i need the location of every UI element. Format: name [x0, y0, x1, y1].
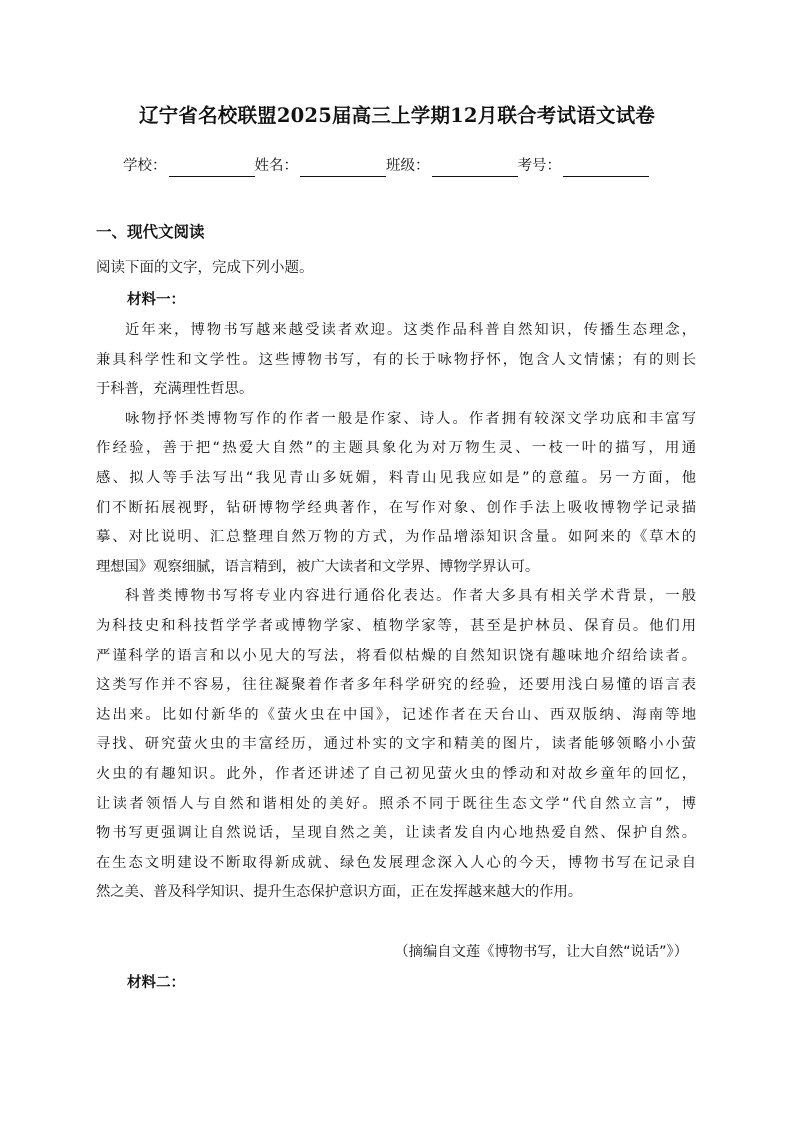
name-field [255, 155, 387, 177]
school-field [123, 155, 255, 177]
material-one-source: （摘编自文莲《博物书写，让大自然“说话”》） [394, 944, 688, 960]
text-line: 寻找、研究萤火虫的丰富经历，通过朴实的文字和精美的图片，读者能够领略小小萤 [96, 736, 696, 753]
student-info-row [123, 149, 649, 177]
class-label: 班级： [386, 158, 430, 174]
exam-title: 辽宁省名校联盟2025届高三上学期12月联合考试语文试卷 [138, 104, 655, 127]
class-blank[interactable] [432, 158, 518, 177]
school-blank[interactable] [169, 158, 255, 177]
text-line: 这类写作并不容易，往往凝聚着作者多年科学研究的经验，还要用浅白易懂的语言表 [96, 677, 696, 694]
text-line: 达出来。比如付新华的《萤火虫在中国》，记述作者在天台山、西双版纳、海南等地 [96, 706, 696, 723]
school-label: 学校： [123, 158, 167, 174]
text-line: 然之美、普及科学知识、提升生态保护意识方面，正在发挥越来越大的作用。 [96, 884, 583, 901]
exam-number-blank[interactable] [563, 158, 649, 177]
text-line: 兼具科学性和文学性。这些博物书写，有的长于咏物抒怀，饱含人文情愫；有的则长 [96, 351, 696, 368]
material-one-heading: 材料一： [127, 292, 185, 308]
name-label: 姓名： [254, 158, 298, 174]
class-field [386, 155, 518, 177]
text-line: 作经验，善于把“热爱大自然”的主题具象化为对万物生灵、一枝一叶的描写，用通 [96, 440, 696, 457]
material-one-body [96, 316, 696, 908]
reading-instruction: 阅读下面的文字，完成下列小题。 [96, 260, 314, 276]
text-line: 理想国》观察细腻，语言精到，被广大读者和文学界、博物学界认可。 [96, 558, 540, 575]
text-line: 摹、对比说明、汇总整理自然万物的方式，为作品增添知识含量。如阿来的《草木的 [96, 529, 696, 546]
text-line: 们不断拓展视野，钻研博物学经典著作，在写作对象、创作手法上吸收博物学记录描 [96, 499, 696, 516]
text-line: 严谨科学的语言和以小见大的写法，将看似枯燥的自然知识饶有趣味地介绍给读者。 [96, 647, 696, 664]
text-line: 咏物抒怀类博物写作的作者一般是作家、诗人。作者拥有较深文学功底和丰富写 [125, 410, 696, 427]
text-line: 近年来，博物书写越来越受读者欢迎。这类作品科普自然知识，传播生态理念， [125, 322, 696, 338]
text-line: 在生态文明建设不断取得新成就、绿色发展理念深入人心的今天，博物书写在记录自 [96, 854, 696, 871]
text-line: 感、拟人等手法写出“我见青山多妩媚，料青山见我应如是”的意蕴。另一方面，他 [96, 469, 696, 486]
exam-number-label: 考号： [517, 158, 561, 174]
text-line: 物书写更强调让自然说话，呈现自然之美，让读者发自内心地热爱自然、保护自然。 [96, 825, 696, 842]
exam-number-field [518, 155, 650, 177]
text-line: 为科技史和科技哲学学者或博物学家、植物学家等，甚至是护林员、保育员。他们用 [96, 617, 696, 634]
section-heading: 一、现代文阅读 [96, 223, 205, 241]
text-line: 于科普，充满理性哲思。 [96, 381, 254, 398]
text-line: 火虫的有趣知识。此外，作者还讲述了自己初见萤火虫的悸动和对故乡童年的回忆， [96, 765, 696, 782]
name-blank[interactable] [300, 158, 386, 177]
material-two-heading: 材料二： [127, 975, 185, 991]
text-line: 让读者领悟人与自然和谐相处的美好。照杀不同于既往生态文学“代自然立言”，博 [96, 795, 696, 812]
text-line: 科普类博物书写将专业内容进行通俗化表达。作者大多具有相关学术背景，一般 [125, 588, 696, 605]
